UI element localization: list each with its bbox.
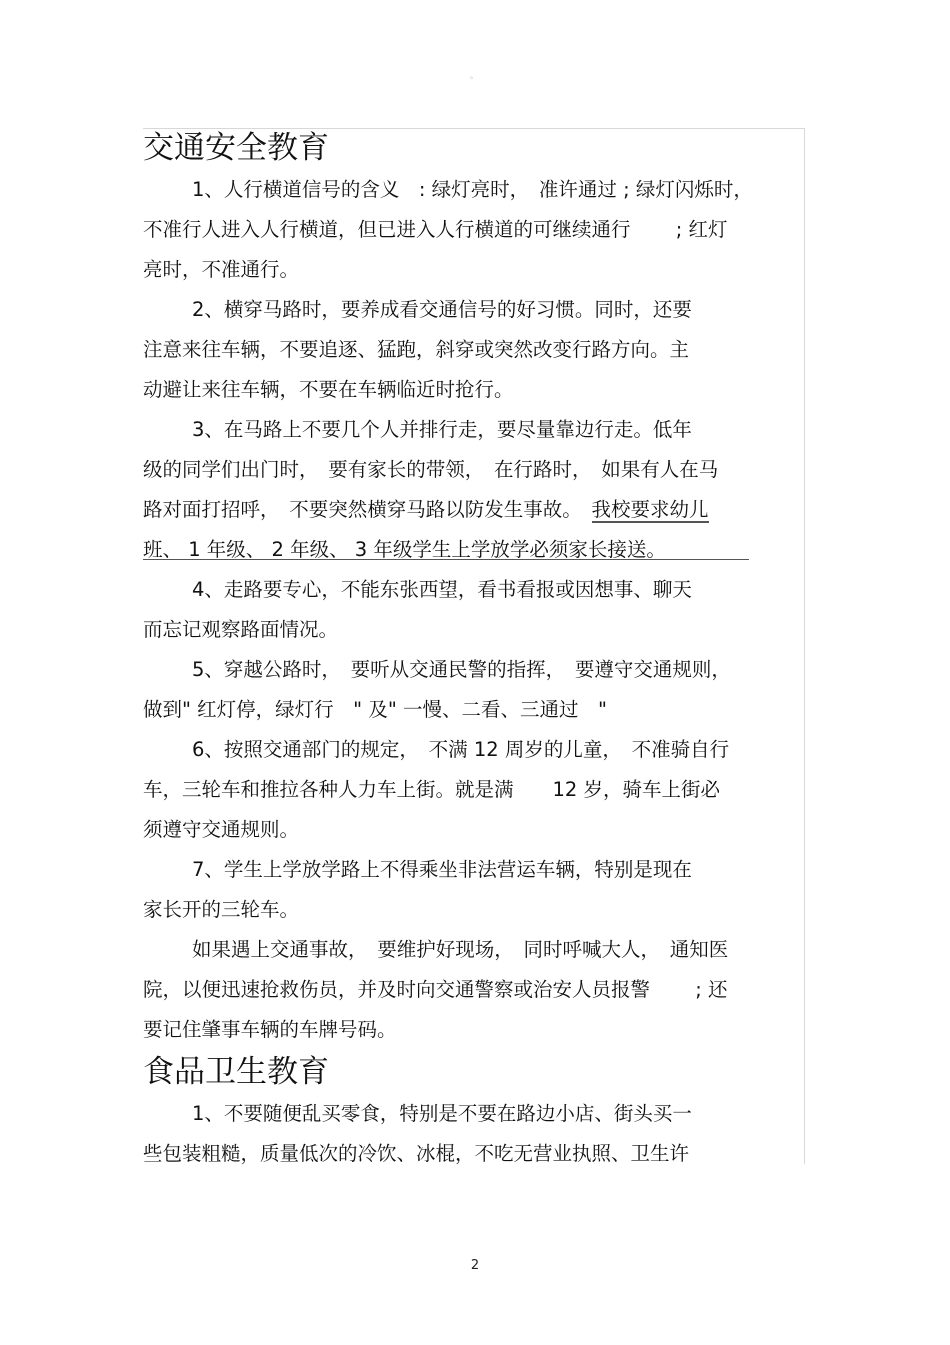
text-line — [143, 890, 813, 930]
line-text: 注意来往车辆，不要追逐、猛跑，斜穿或突然改变行路方向。主 — [143, 338, 690, 361]
text-line — [143, 250, 813, 290]
line-text: 须遵守交通规则。 — [143, 818, 300, 841]
top-mark: 。 — [470, 71, 478, 80]
text-line — [143, 650, 813, 690]
document-body — [143, 126, 813, 1174]
text-line — [143, 930, 813, 970]
line-text: 1、不要随便乱买零食，特别是不要在路边小店、街头买一 — [192, 1102, 692, 1125]
line-text: 车，三轮车和推拉各种人力车上街。就是满 12 岁，骑车上街必 — [143, 778, 721, 801]
text-line — [143, 290, 813, 330]
line-text: 做到" 红灯停，绿灯行 " 及" 一慢、二看、三通过 " — [143, 698, 607, 721]
line-text: 级的同学们出门时， 要有家长的带领， 在行路时， 如果有人在马 — [143, 458, 719, 481]
line-text: 路对面打招呼， 不要突然横穿马路以防发生事故。 — [143, 498, 592, 521]
line-text: 班、 1 年级、 2 年级、 3 年级学生上学放学必须家长接送。 — [143, 538, 666, 561]
text-line — [143, 330, 813, 370]
text-line — [143, 690, 813, 730]
line-text: 院，以便迅速抢救伤员，并及时向交通警察或治安人员报警 ; 还 — [143, 978, 728, 1001]
line-text: 些包装粗糙，质量低次的冷饮、冰棍，不吃无营业执照、卫生许 — [143, 1142, 690, 1165]
underlined-text: 我校要求幼儿 — [591, 498, 709, 521]
text-line — [143, 810, 813, 850]
line-text: 家长开的三轮车。 — [143, 898, 300, 921]
line-text: 5、穿越公路时， 要听从交通民警的指挥， 要遵守交通规则， — [192, 658, 731, 681]
text-line — [143, 850, 813, 890]
text-line — [143, 490, 813, 530]
text-line — [143, 1134, 813, 1174]
line-text: 要记住肇事车辆的车牌号码。 — [143, 1018, 397, 1041]
text-line — [143, 970, 813, 1010]
line-text: 2、横穿马路时，要养成看交通信号的好习惯。同时，还要 — [192, 298, 692, 321]
text-line — [143, 610, 813, 650]
line-text: 而忘记观察路面情况。 — [143, 618, 339, 641]
page-number: 2 — [470, 1258, 480, 1273]
text-line — [143, 170, 813, 210]
line-text: 动避让来往车辆，不要在车辆临近时抢行。 — [143, 378, 514, 401]
text-line — [143, 530, 813, 570]
line-text: 4、走路要专心，不能东张西望，看书看报或因想事、聊天 — [192, 578, 692, 601]
text-line — [143, 410, 813, 450]
line-text: 1、人行横道信号的含义 : 绿灯亮时， 准许通过 ; 绿灯闪烁时， — [192, 178, 753, 201]
text-line — [143, 370, 813, 410]
line-text: 不准行人进入人行横道，但已进入人行横道的可继续通行 ; 红灯 — [143, 218, 728, 241]
text-line — [143, 570, 813, 610]
text-line — [143, 770, 813, 810]
line-text: 6、按照交通部门的规定， 不满 12 周岁的儿童， 不准骑自行 — [192, 738, 730, 761]
section-title: 食品卫生教育 — [143, 1054, 329, 1090]
section-title: 交通安全教育 — [143, 130, 329, 166]
text-line — [143, 730, 813, 770]
text-line — [143, 450, 813, 490]
line-text: 7、学生上学放学路上不得乘坐非法营运车辆，特别是现在 — [192, 858, 692, 881]
text-line — [143, 210, 813, 250]
line-text: 3、在马路上不要几个人并排行走，要尽量靠边行走。低年 — [192, 418, 692, 441]
line-text: 亮时，不准通行。 — [143, 258, 300, 281]
text-line — [143, 1094, 813, 1134]
line-text: 如果遇上交通事故， 要维护好现场， 同时呼喊大人， 通知医 — [192, 938, 729, 961]
text-line — [143, 1010, 813, 1050]
